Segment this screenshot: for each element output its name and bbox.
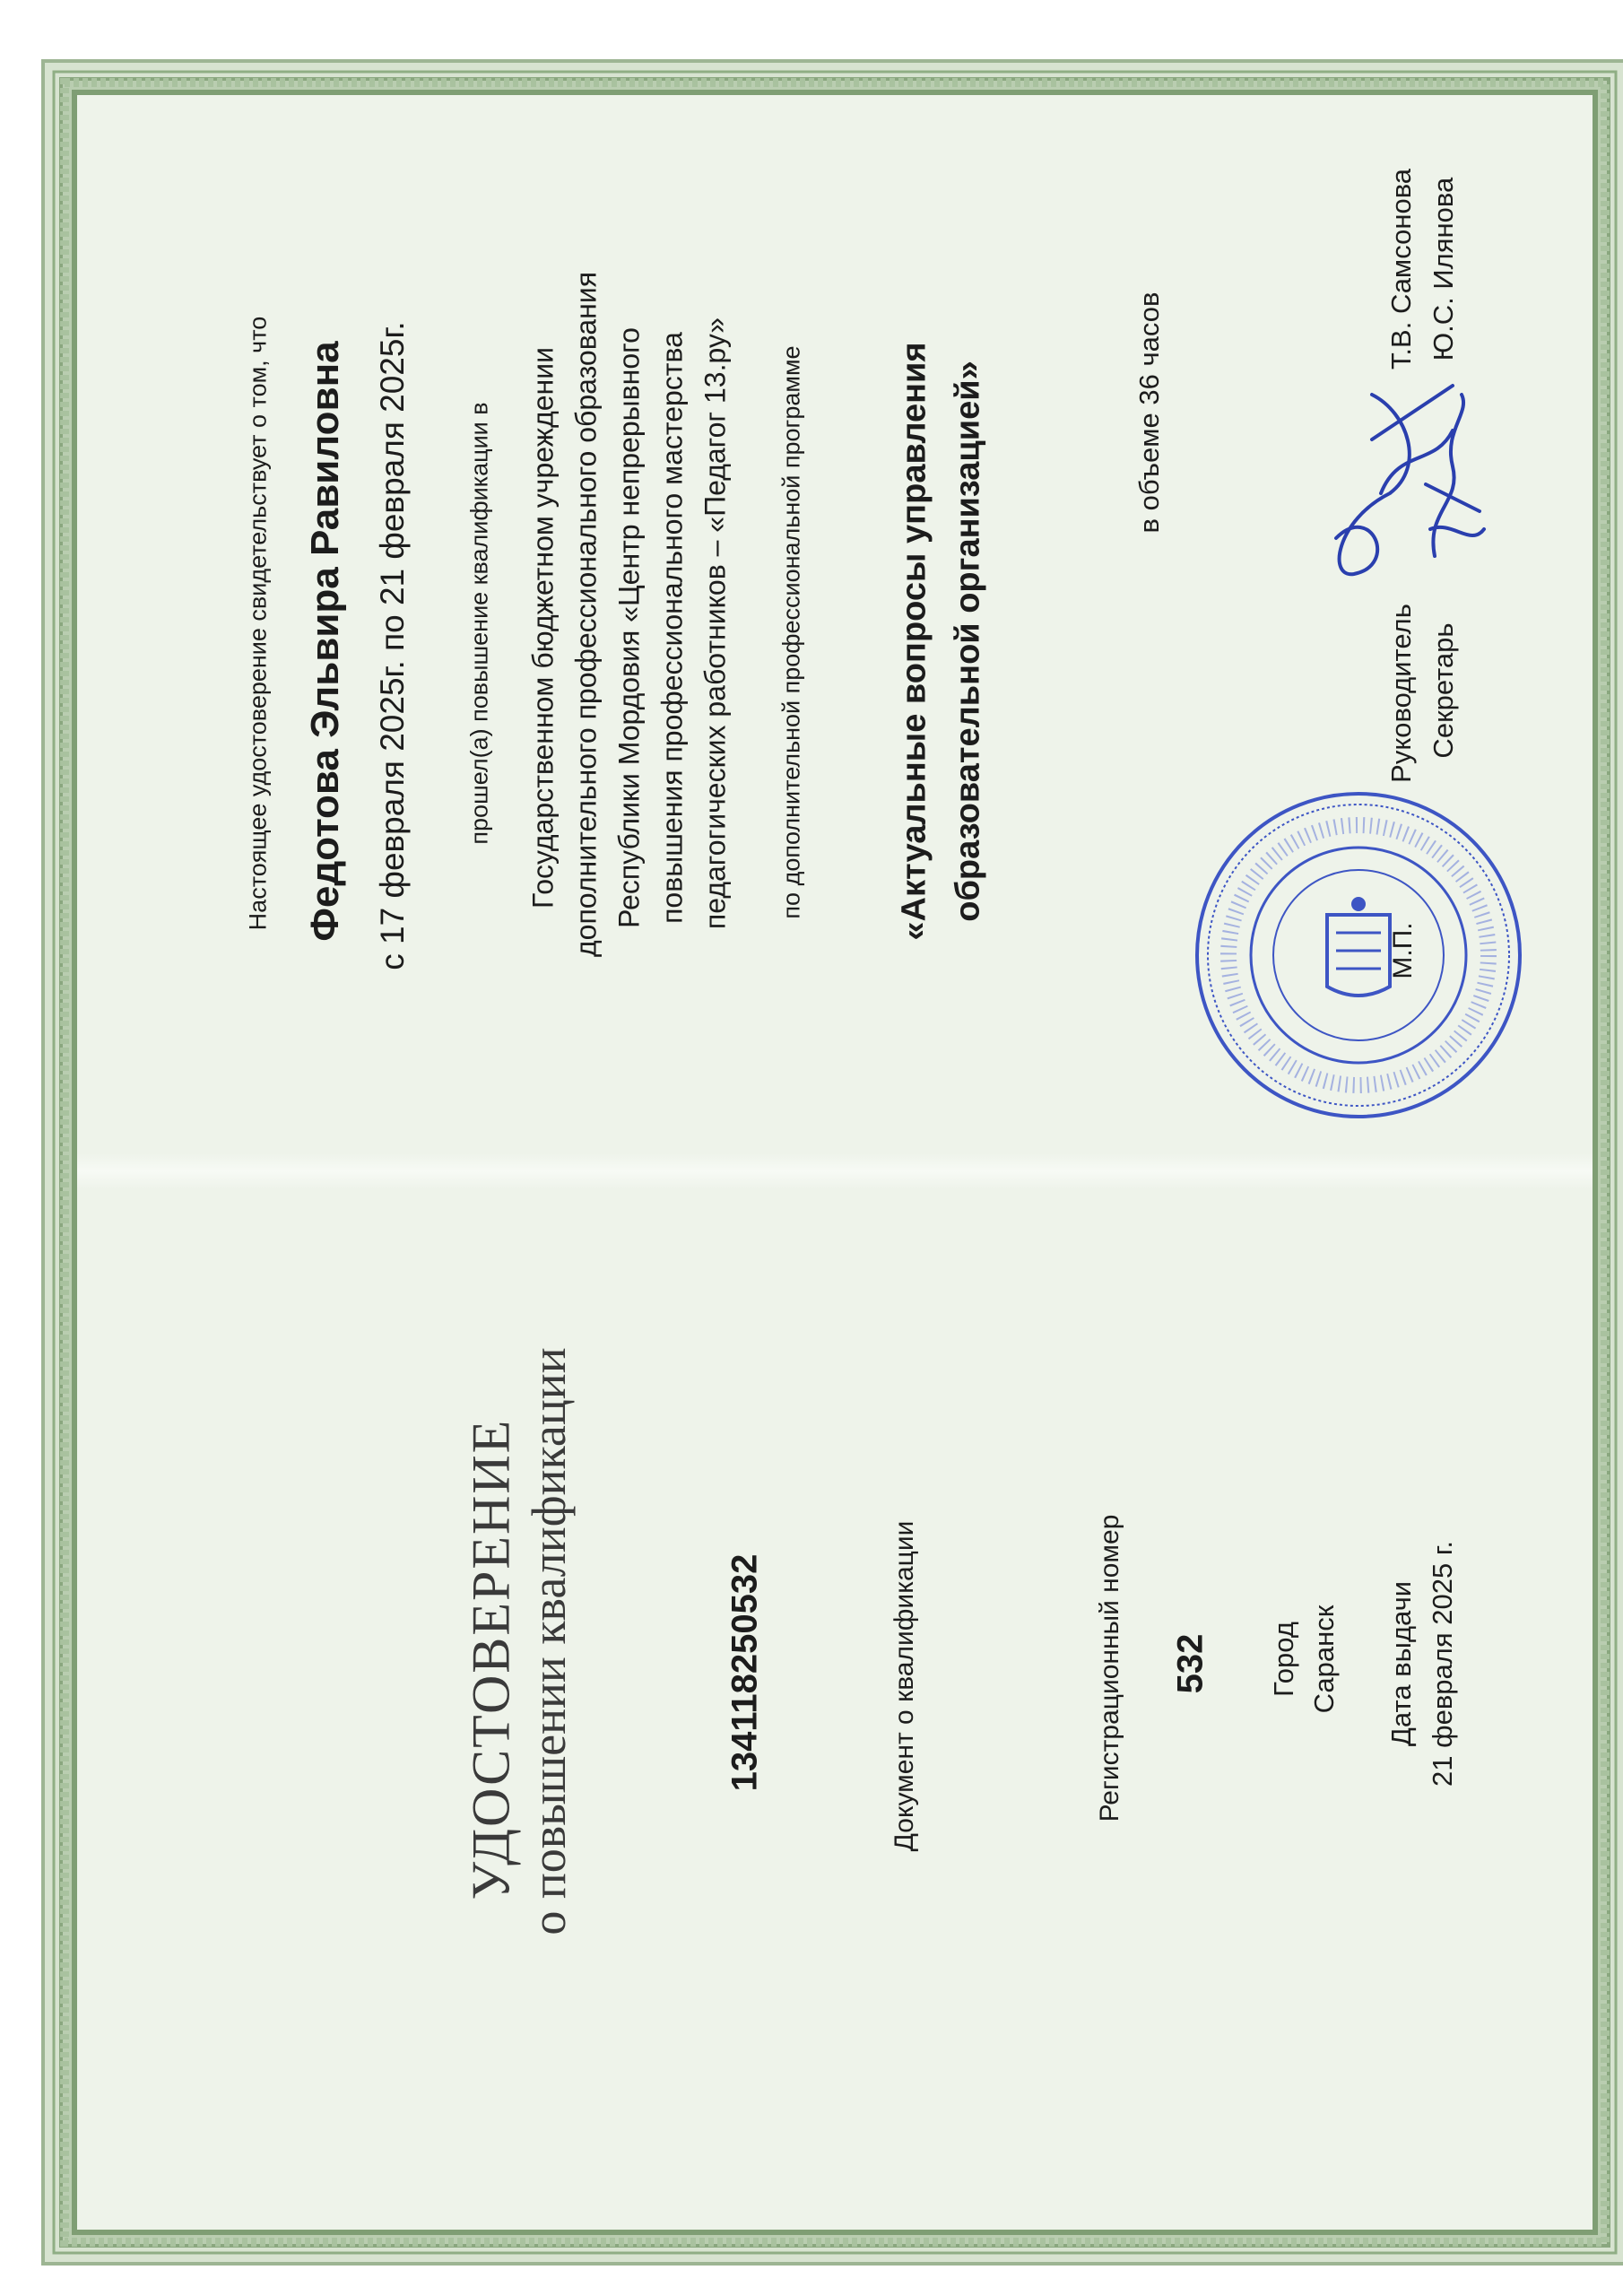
program-line-1: «Актуальные вопросы управления [895,342,933,941]
cover-subtitle-text: о повышении квалификации [522,1347,576,1935]
secretary-name: Ю.С. Илянова [1428,177,1459,361]
program-label: по дополнительной профессиональной программе [777,345,805,919]
org-line-4: повышения профессионального мастерства [655,332,689,924]
reg-number-text: 532 [1170,1633,1211,1694]
program-line-2: образовательной организацией» [949,361,987,922]
secretary-signature [1399,377,1506,583]
period-text: с 17 февраля 2025г. по 21 февраля 2025г. [374,321,411,970]
secretary-label: Секретарь [1428,622,1459,759]
city-text: Саранск [1308,1605,1340,1714]
issue-label-text: Дата выдачи [1385,1580,1417,1747]
passed-text: прошел(а) повышение квалификации в [465,402,493,845]
head-label: Руководитель [1385,604,1417,783]
org-line-5: педагогических работников – «Педагог 13.ру» [699,317,732,930]
document-number-text: 134118250532 [725,1553,765,1792]
reg-label-text: Регистрационный номер [1095,1514,1124,1822]
head-name: Т.В. Самсонова [1385,168,1417,370]
intro-text-col: Настоящее удостоверение свидетельствует о том, что [244,316,272,931]
stamp-label: М.П. [1388,922,1418,979]
org-line-3: Республики Мордовия «Центр непрерывного [612,327,646,928]
issue-date-text: 21 февраля 2025 г. [1427,1541,1458,1787]
city-label-text: Город [1268,1622,1299,1697]
recipient-name: Федотова Эльвира Равиловна [303,341,347,942]
document-label-text: Документ о квалификации [890,1520,919,1852]
official-seal [1193,789,1524,1121]
cover-title-text: УДОСТОВЕРЕНИЕ [461,1418,521,1900]
org-line-2: дополнительного профессионального образования [569,271,603,958]
hours-text: в объеме 36 часов [1133,291,1165,534]
org-line-1: Государственном бюджетном учреждении [526,347,560,909]
